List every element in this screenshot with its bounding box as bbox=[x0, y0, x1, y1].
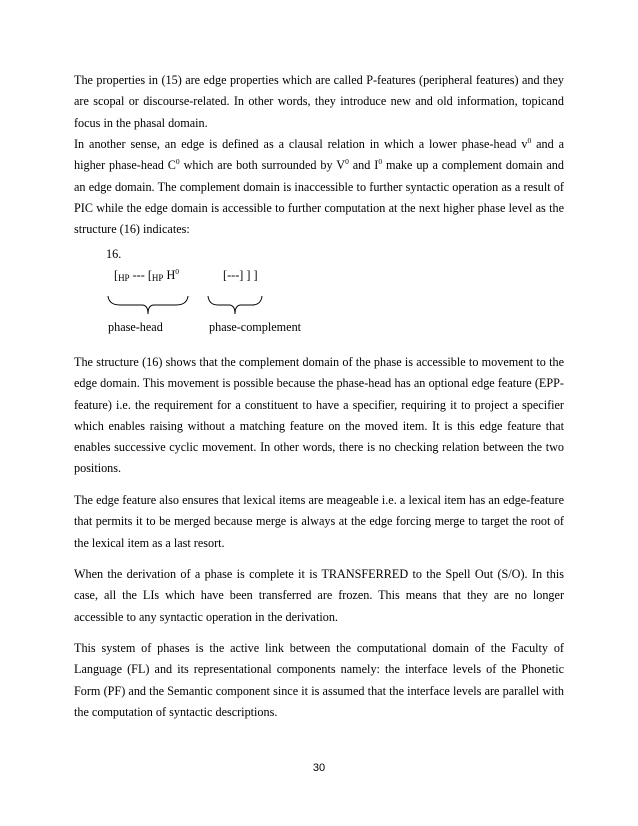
page-number: 30 bbox=[312, 762, 326, 774]
example-structure: [$_{HP}$ --- [$_{HP}$ $H^0$ [---] ] ] bbox=[114, 267, 258, 283]
example-number: 16. bbox=[106, 247, 122, 261]
paragraph-edge-properties: The properties in (15) are edge properties which are called P-features (peripheral features) and they are scopal or discourse-related. In other words, they introduce new and old information, topicand focus in the phasal domain. bbox=[74, 73, 564, 130]
label-phase-head: phase-head bbox=[108, 320, 163, 334]
paragraph-edge-feature: The edge feature also ensures that lexical items are meageable i.e. a lexical item has an edge-feature that permits it to be merged because merge is always at the edge forcing merge to target the root of the lexical item as a last resort. bbox=[74, 493, 564, 550]
paragraph-transfer: When the derivation of a phase is complete it is TRANSFERRED to the Spell Out (S/O). In this case, all the LIs which have been transferred are frozen. This means that they are no longer accessible to any syntactic operation in the derivation. bbox=[74, 567, 564, 624]
paragraph-edge-definition: In another sense, an edge is defined as a clausal relation in which a lower phase-head $v^0$ and a higher phase-head $C^0$ which are both surrounded by $V^0$ and $I^0$ make up a complement domain and an edge domain. The complement domain is inaccessible to further syntactic operation as a result of PIC while the edge domain is accessible to further computation at the next higher phase level as the structure (16) indicates: bbox=[74, 136, 564, 237]
paragraph-structure-16: The structure (16) shows that the complement domain of the phase is accessible to movement to the edge domain. This movement is possible because the phase-head has an optional edge feature (EPP-feature) i.e. the requirement for a constituent to have a specifier, requiring it to project a specifier which enables raising without a matching feature on the moved item. It is this edge feature that enables successive cyclic movement. In other words, there is no checking relation between the two positions. bbox=[74, 355, 564, 476]
phase-complement-brace bbox=[206, 294, 264, 316]
label-phase-complement: phase-complement bbox=[209, 320, 302, 334]
paragraph-phases-system: This system of phases is the active link between the computational domain of the Faculty of Language (FL) and its representational components namely: the interface levels of the Phonetic Form (PF) and the Semantic component since it is assumed that the interface levels are parallel with the computation of syntactic descriptions. bbox=[74, 641, 564, 719]
phase-head-brace bbox=[106, 294, 190, 316]
